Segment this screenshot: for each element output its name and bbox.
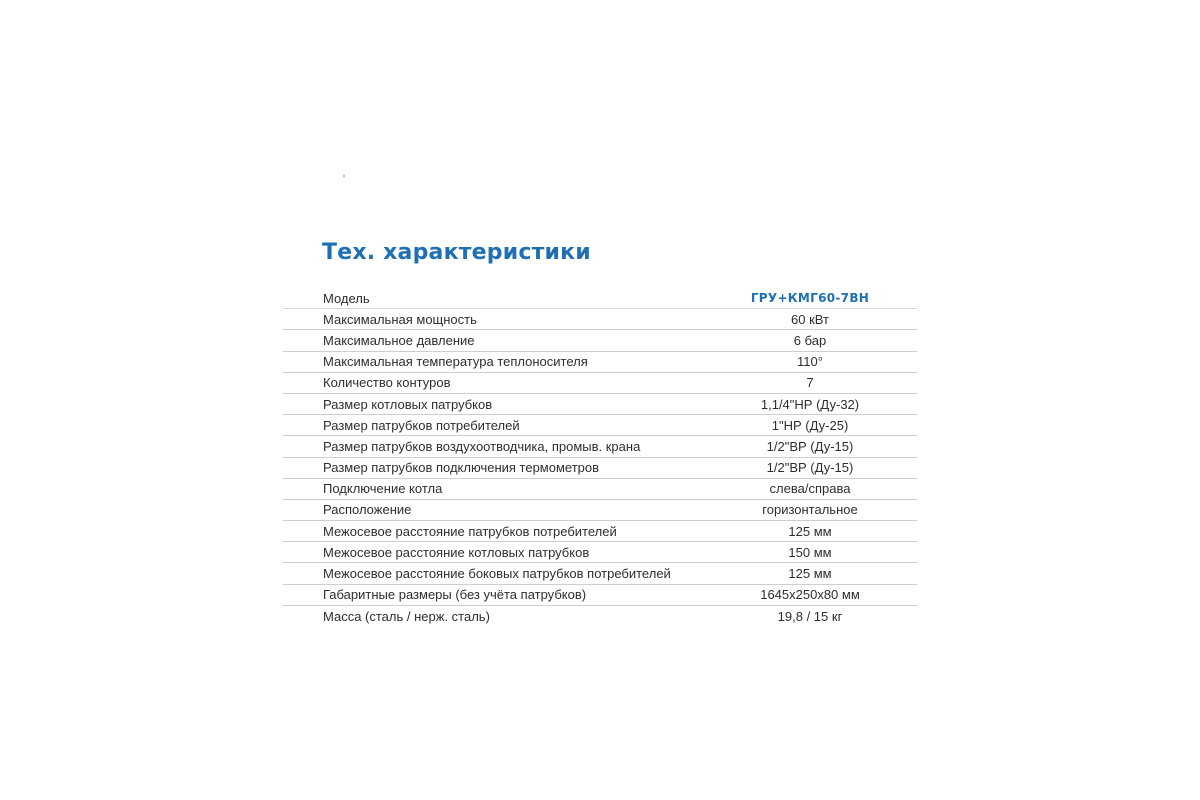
spec-label: Масса (сталь / нерж. сталь) bbox=[323, 608, 490, 624]
spec-value: слева/справа bbox=[769, 481, 851, 497]
spec-label: Подключение котла bbox=[323, 481, 443, 497]
spec-value: 1/2"ВР (Ду-15) bbox=[766, 460, 854, 476]
spec-value: 1/2"ВР (Ду-15) bbox=[766, 438, 854, 454]
spec-row bbox=[283, 542, 917, 563]
spec-row bbox=[283, 436, 917, 457]
spec-row bbox=[283, 309, 917, 330]
spec-value-model: ГРУ+КМГ60-7ВН bbox=[750, 291, 870, 306]
spec-row bbox=[283, 521, 917, 542]
spec-value: 6 бар bbox=[793, 332, 827, 348]
spec-label: Размер патрубков воздухоотводчика, промыв. крана bbox=[323, 438, 641, 454]
spec-value: 125 мм bbox=[788, 523, 832, 539]
spec-label: Максимальная температура теплоносителя bbox=[323, 354, 588, 370]
spec-row bbox=[283, 373, 917, 394]
spec-label: Максимальное давление bbox=[323, 332, 475, 348]
spec-value: 19,8 / 15 кг bbox=[777, 608, 843, 624]
spec-value: 60 кВт bbox=[791, 311, 829, 327]
spec-label: Межосевое расстояние боковых патрубков потребителей bbox=[323, 566, 671, 582]
spec-label: Максимальная мощность bbox=[323, 311, 477, 327]
spec-value: 1"НР (Ду-25) bbox=[771, 417, 849, 433]
stray-mark bbox=[343, 175, 345, 177]
spec-label: Размер патрубков потребителей bbox=[323, 417, 520, 433]
spec-row bbox=[283, 415, 917, 436]
spec-row bbox=[283, 394, 917, 415]
spec-row bbox=[283, 500, 917, 521]
spec-label: Межосевое расстояние котловых патрубков bbox=[323, 544, 590, 560]
spec-row bbox=[283, 330, 917, 351]
spec-label: Расположение bbox=[323, 502, 412, 518]
page-title: Тех. характеристики bbox=[322, 240, 591, 265]
spec-row bbox=[283, 352, 917, 373]
spec-value: горизонтальное bbox=[762, 502, 858, 518]
spec-row bbox=[283, 479, 917, 500]
spec-value: 1645x250x80 мм bbox=[760, 587, 860, 603]
specs-table bbox=[283, 288, 917, 627]
spec-value: 1,1/4"НР (Ду-32) bbox=[760, 396, 860, 412]
spec-row bbox=[283, 458, 917, 479]
spec-value: 150 мм bbox=[788, 544, 832, 560]
spec-value: 125 мм bbox=[788, 566, 832, 582]
spec-value: 7 bbox=[806, 375, 814, 391]
spec-row bbox=[283, 585, 917, 606]
spec-label: Межосевое расстояние патрубков потребителей bbox=[323, 523, 617, 539]
spec-label: Количество контуров bbox=[323, 375, 451, 391]
spec-label: Размер патрубков подключения термометров bbox=[323, 460, 600, 476]
spec-row bbox=[283, 563, 917, 584]
spec-row-model bbox=[283, 288, 917, 309]
spec-label: Габаритные размеры (без учёта патрубков) bbox=[323, 587, 587, 603]
spec-row bbox=[283, 606, 917, 627]
spec-label: Размер котловых патрубков bbox=[323, 396, 493, 412]
spec-label: Модель bbox=[323, 290, 370, 306]
spec-value: 110° bbox=[797, 354, 823, 370]
